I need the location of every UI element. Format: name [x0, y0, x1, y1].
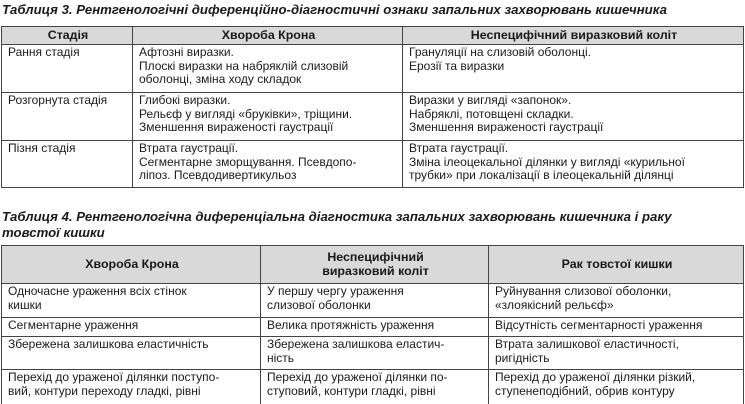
header-line: Неспецифічний: [327, 249, 424, 264]
cell-line: У першу чергу ураження: [267, 284, 404, 298]
table-cell: [133, 141, 403, 188]
table-row: [2, 318, 744, 337]
table-cell: [133, 93, 403, 141]
table3-header-uc: Неспецифічний виразковий коліт: [403, 27, 744, 45]
cell-line: Сегментарне зморщування. Псевдопо-: [139, 154, 357, 169]
table-row: [2, 337, 744, 370]
table-cell: [489, 318, 744, 337]
table3-caption: Таблиця 3. Рентгенологічні диференційно-діагностичні ознаки запальних захворювань кишечника: [2, 2, 667, 17]
table-cell: [261, 337, 489, 370]
cell-line: Збережена залишкова еластичність: [8, 337, 209, 351]
cell-line: Руйнування слизової оболонки,: [495, 284, 672, 298]
cell-line: Сегментарне ураження: [8, 318, 139, 332]
table-cell: [403, 141, 744, 188]
table-cell: [133, 45, 403, 93]
cell-line: Зміна ілеоцекальної ділянки у вигляді «курильної: [409, 154, 685, 169]
cell-line: Плоскі виразки на набряклій слизовій: [139, 58, 349, 73]
header-line: виразковий коліт: [322, 263, 429, 278]
cell-line: Рання стадія: [8, 45, 80, 59]
table-cell: [489, 370, 744, 404]
table-cell: [2, 337, 261, 370]
cell-line: кишки: [8, 297, 42, 312]
cell-line: ступовий, контури гладкі, рівні: [267, 383, 436, 398]
cell-line: Зменшення вираженості гаустрації: [139, 120, 334, 135]
cell-line: Перехід до ураженої ділянки по-: [267, 370, 448, 384]
table-row: [2, 45, 744, 93]
table4-caption-line1: Таблиця 4. Рентгенологічна диференціальна діагностика запальних захворювань кишечника і раку: [2, 209, 672, 224]
table-row: [2, 284, 744, 318]
cell-line: Грануляції на слизовій оболонці.: [409, 45, 591, 59]
header-line: Рак товстої кишки: [561, 256, 673, 271]
table-row: [2, 370, 744, 404]
cell-line: Втрата гаустрації.: [409, 141, 509, 155]
cell-line: ність: [267, 350, 295, 365]
cell-line: оболонці, зміна ходу складок: [139, 72, 302, 87]
table4-header-cancer: [489, 246, 744, 284]
cell-line: Одночасне ураження всіх стінок: [8, 284, 187, 298]
table-cell: [261, 284, 489, 318]
table-cell: [2, 93, 133, 141]
cell-line: Зменшення вираженості гаустрації: [409, 120, 604, 135]
cell-line: Набряклі, потовщені складки.: [409, 106, 574, 121]
cell-line: вий, контури переходу гладкі, рівні: [8, 383, 201, 398]
cell-line: слизової оболонки: [267, 297, 371, 312]
table-cell: [2, 141, 133, 188]
cell-line: Втрата залишкової еластичності,: [495, 337, 679, 351]
cell-line: Афтозні виразки.: [139, 45, 234, 59]
table-cell: [489, 284, 744, 318]
table-cell: [2, 318, 261, 337]
table4-caption: [2, 209, 672, 241]
cell-line: Пізня стадія: [8, 141, 76, 155]
table4-caption-line2: товстої кишки: [2, 225, 105, 240]
cell-line: трубки» при локалізації в ілеоцекальній ділянці: [409, 168, 674, 183]
table4-header-uc: [261, 246, 489, 284]
cell-line: Велика протяжність ураження: [267, 318, 435, 332]
table-cell: [2, 284, 261, 318]
header-line: Хвороба Крона: [85, 256, 179, 271]
cell-line: Ерозії та виразки: [409, 58, 505, 73]
cell-line: ригідність: [495, 350, 550, 365]
cell-line: ліпоз. Псевдодивертикульоз: [139, 168, 297, 183]
cell-line: Глибокі виразки.: [139, 93, 231, 107]
cell-line: Рельєф у вигляді «бруківки», тріщини.: [139, 106, 353, 121]
cell-line: Відсутність сегментарності ураження: [495, 318, 703, 332]
cell-line: Перехід до ураженої ділянки різкий,: [495, 370, 696, 384]
cell-line: Збережена залишкова еластич-: [267, 337, 445, 351]
cell-line: Перехід до ураженої ділянки поступо-: [8, 370, 220, 384]
table3-header-crohn: Хвороба Крона: [133, 27, 403, 45]
table-cell: [2, 45, 133, 93]
table4: [1, 245, 744, 404]
cell-line: «злоякісний рельєф»: [495, 297, 614, 312]
table-cell: [261, 318, 489, 337]
table-row: [2, 93, 744, 141]
cell-line: Розгорнута стадія: [8, 93, 108, 107]
table4-header-crohn: [2, 246, 261, 284]
cell-line: Втрата гаустрації.: [139, 141, 239, 155]
table3-header-row: [2, 27, 744, 45]
table-row: [2, 141, 744, 188]
table-cell: [403, 93, 744, 141]
table-cell: [261, 370, 489, 404]
table4-header-row: [2, 246, 744, 284]
table-cell: [2, 370, 261, 404]
cell-line: Виразки у вигляді «запонок».: [409, 93, 572, 107]
table-cell: [489, 337, 744, 370]
table-cell: [403, 45, 744, 93]
table3: [1, 26, 744, 188]
table3-header-stage: Стадія: [2, 27, 133, 45]
cell-line: ступенеподібний, обрив контуру: [495, 383, 675, 398]
